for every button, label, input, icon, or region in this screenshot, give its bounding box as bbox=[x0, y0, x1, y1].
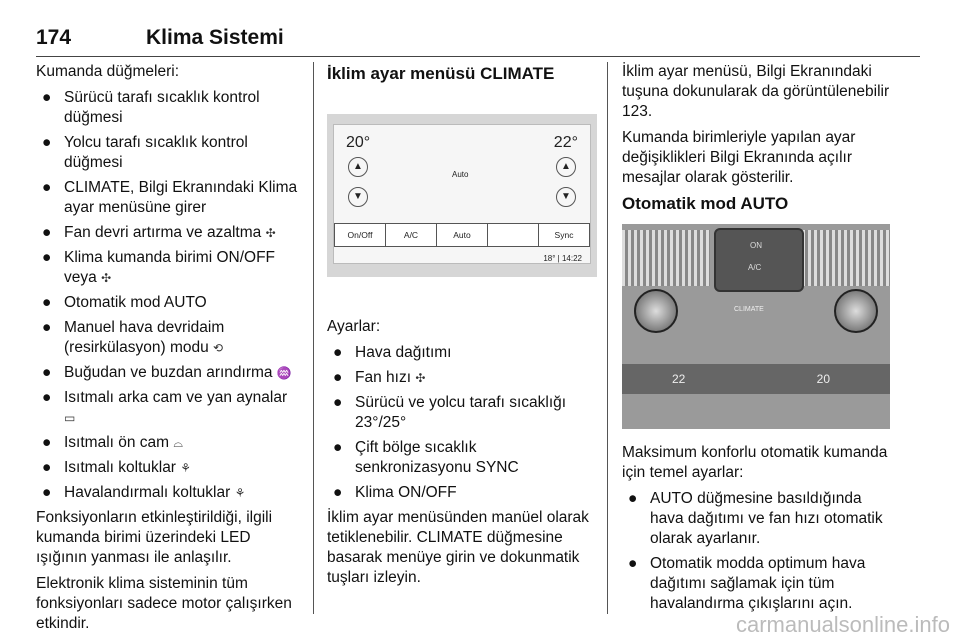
popup-paragraph: Kumanda birimleriyle yapılan ayar değişiklikleri Bilgi Ekranında açılır mesajlar olarak gösterilir. bbox=[622, 129, 856, 186]
list-item: ● AUTO düğmesine basıldığında hava dağıtımı ve fan hızı otomatik olarak ayarlanır. bbox=[628, 490, 883, 547]
status-text: 18° | 14:22 bbox=[543, 254, 582, 263]
list-item: ● Hava dağıtımı bbox=[333, 344, 452, 361]
rear-defrost-icon: ▭ bbox=[64, 411, 76, 425]
chevron-up-icon: ▲ bbox=[556, 157, 576, 177]
button-label: A/C bbox=[385, 223, 437, 247]
list-item: ● Buğudan ve buzdan arındırma ♒ bbox=[42, 364, 292, 381]
button-label: Sync bbox=[538, 223, 590, 247]
list-item: ● Fan devri artırma ve azaltma ✣ bbox=[42, 224, 276, 241]
settings-label: Ayarlar: bbox=[327, 318, 381, 335]
list-item: ● Otomatik mod AUTO bbox=[42, 294, 207, 311]
page-number: 174 bbox=[36, 26, 72, 49]
controls-list bbox=[36, 88, 300, 503]
list-item: ● Sürücü tarafı sıcaklık kontrol düğmesi bbox=[42, 89, 260, 126]
climate-paragraph: İklim ayar menüsünden manüel olarak tetiklenebilir. CLIMATE düğmesine basarak menüye girin ve dokunmatik tuşları izleyin. bbox=[327, 509, 589, 586]
control-panel-photo: ON A/C CLIMATE 22 20 bbox=[622, 224, 890, 429]
list-item: ● Yolcu tarafı sıcaklık kontrol düğmesi bbox=[42, 134, 248, 171]
list-item: ● Sürücü ve yolcu tarafı sıcaklığı 23°/25° bbox=[333, 394, 567, 431]
engine-paragraph: Elektronik klima sisteminin tüm fonksiyonları sadece motor çalışırken etkindir. bbox=[36, 575, 292, 632]
button-label: On/Off bbox=[334, 223, 386, 247]
settings-list bbox=[327, 343, 597, 503]
temp-right: 22° bbox=[553, 134, 578, 151]
auto-label: Auto bbox=[452, 170, 469, 179]
temp-left: 22 bbox=[672, 372, 686, 386]
climate-screen-figure bbox=[327, 114, 597, 277]
auto-list bbox=[622, 489, 890, 614]
section-title: İklim ayar menüsü CLIMATE bbox=[327, 64, 555, 83]
list-item: ● Isıtmalı arka cam ve yan aynalar ▭ bbox=[42, 389, 288, 425]
temp-right: 20 bbox=[816, 372, 830, 386]
windscreen-heat-icon: ⌓ bbox=[173, 436, 183, 450]
chevron-up-icon: ▲ bbox=[348, 157, 368, 177]
controls-intro: Kumanda düğmeleri: bbox=[36, 63, 180, 80]
chapter-title: Klima Sistemi bbox=[146, 26, 284, 49]
defrost-icon: ♒ bbox=[276, 366, 292, 380]
list-item: ● Isıtmalı koltuklar ⚘ bbox=[42, 459, 192, 476]
column-2 bbox=[327, 62, 597, 594]
list-item: ● Manuel hava devridaim (resirkülasyon) modu ⟲ bbox=[42, 319, 225, 356]
auto-paragraph: Maksimum konforlu otomatik kumanda için temel ayarlar: bbox=[622, 444, 888, 481]
list-item: ● Havalandırmalı koltuklar ⚘ bbox=[42, 484, 246, 501]
seat-vent-icon: ⚘ bbox=[234, 486, 246, 500]
fan-icon: ✣ bbox=[415, 371, 426, 385]
led-paragraph: Fonksiyonların etkinleştirildiği, ilgili kumanda birimi üzerindeki LED ışığının yanması ile anlaşılır. bbox=[36, 509, 273, 566]
fan-off-icon: ✣ bbox=[101, 271, 112, 285]
button-label: Auto bbox=[436, 223, 488, 247]
list-item: ● Klima kumanda birimi ON/OFF veya ✣ bbox=[42, 249, 276, 286]
menu-paragraph: İklim ayar menüsü, Bilgi Ekranındaki tuşuna dokunularak da görüntülenebilir 123. bbox=[622, 63, 890, 120]
column-divider bbox=[313, 62, 314, 614]
watermark: carmanualsonline.info bbox=[735, 612, 950, 637]
list-item: ● Otomatik modda optimum hava dağıtımı sağlamak için tüm havalandırma çıkışlarını açın. bbox=[628, 555, 866, 612]
list-item: ● Fan hızı ✣ bbox=[333, 369, 426, 386]
list-item: ● CLIMATE, Bilgi Ekranındaki Klima ayar menüsüne girer bbox=[42, 179, 298, 216]
recirculation-icon: ⟲ bbox=[213, 341, 224, 355]
climate-label: CLIMATE bbox=[734, 306, 764, 313]
chevron-down-icon: ▼ bbox=[348, 187, 368, 207]
fan-icon: ✣ bbox=[265, 226, 276, 240]
column-3 bbox=[622, 62, 890, 619]
column-divider bbox=[607, 62, 608, 614]
list-item: ● Çift bölge sıcaklık senkronizasyonu SYNC bbox=[333, 439, 519, 476]
column-1 bbox=[36, 62, 300, 640]
section-title: Otomatik mod AUTO bbox=[622, 194, 789, 213]
temp-left: 20° bbox=[346, 134, 371, 151]
page-header bbox=[36, 22, 920, 57]
list-item: ● Isıtmalı ön cam ⌓ bbox=[42, 434, 183, 451]
recirculation-icon bbox=[487, 223, 539, 247]
list-item: ● Klima ON/OFF bbox=[333, 484, 457, 501]
chevron-down-icon: ▼ bbox=[556, 187, 576, 207]
seat-heat-icon: ⚘ bbox=[180, 461, 192, 475]
